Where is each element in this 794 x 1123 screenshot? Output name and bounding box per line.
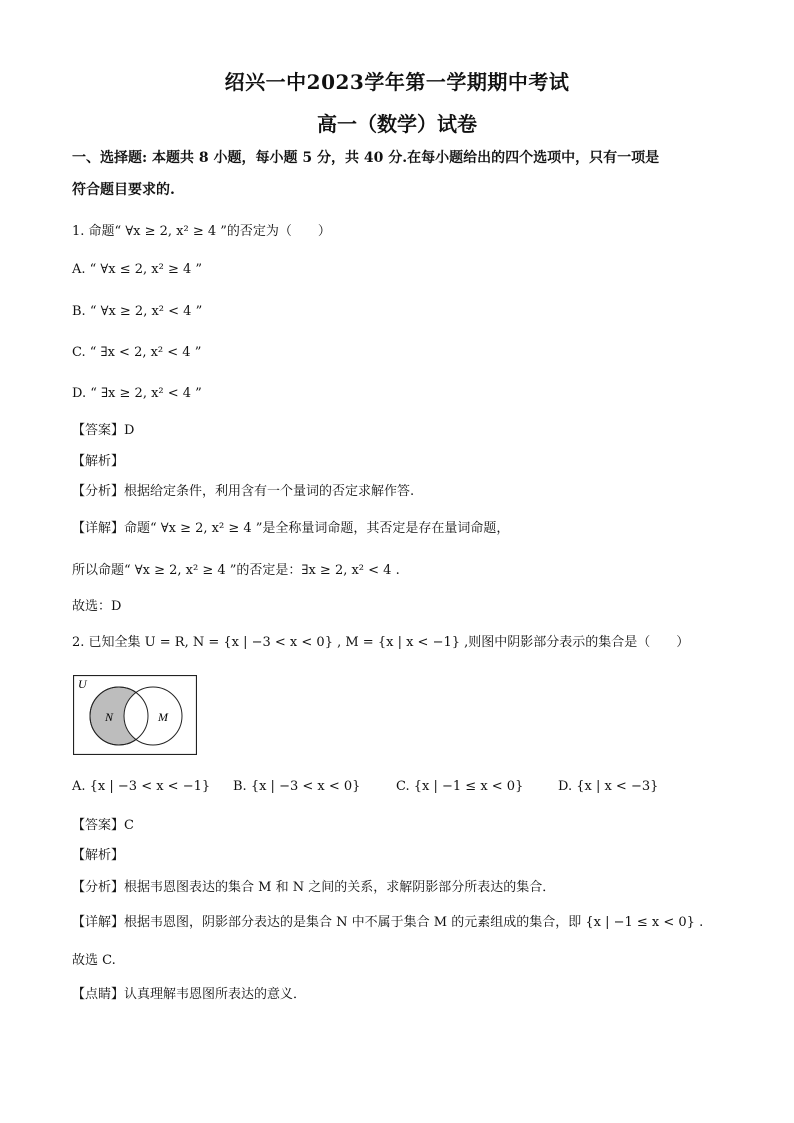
q2-note: 【点睛】认真理解韦恩图所表达的意义． (72, 987, 307, 1002)
q1-answer: 【答案】D (72, 423, 135, 438)
q1-option-c: C. “ ∃x < 2, x² < 4 ” (72, 345, 202, 360)
q2-stem: 2. 已知全集 U = R, N = {x | −3 < x < 0} , M = {x | x < −1} ,则图中阴影部分表示的集合是（ ） (72, 635, 690, 650)
q1-stem: 1. 命题“ ∀x ≥ 2, x² ≥ 4 ”的否定为（ ） (72, 224, 331, 239)
q2-option-d: D. {x | x < −3} (558, 779, 659, 794)
venn-diagram (73, 675, 197, 755)
q1-option-a: A. “ ∀x ≤ 2, x² ≥ 4 ” (72, 262, 203, 277)
q1-choice: 故选：D (72, 599, 122, 614)
q1-option-b: B. “ ∀x ≥ 2, x² < 4 ” (72, 304, 203, 319)
q1-analysis: 【分析】根据给定条件，利用含有一个量词的否定求解作答. (72, 484, 415, 499)
section-heading-line1: 一、选择题: 本题共 8 小题，每小题 5 分，共 40 分.在每小题给出的四个选项中，只有一项是 (72, 150, 660, 166)
exam-subtitle: 高一（数学）试卷 (317, 112, 477, 136)
q2-option-b: B. {x | −3 < x < 0} (233, 779, 361, 794)
q2-answer: 【答案】C (72, 818, 134, 833)
set-m-circle (124, 687, 182, 745)
exam-title: 绍兴一中2023学年第一学期期中考试 (224, 70, 570, 94)
universe-label: U (78, 677, 87, 691)
q1-option-d: D. “ ∃x ≥ 2, x² < 4 ” (72, 386, 202, 401)
q2-detail: 【详解】根据韦恩图，阴影部分表达的是集合 N 中不属于集合 M 的元素组成的集合，即 {x | −1 ≤ x < 0} . (72, 915, 704, 930)
q2-option-a: A. {x | −3 < x < −1} (72, 779, 211, 794)
section-heading-line2: 符合题目要求的. (72, 182, 175, 198)
q2-jiexi-label: 【解析】 (72, 848, 125, 863)
set-m-label: M (158, 710, 168, 724)
q1-detail-2: 所以命题“ ∀x ≥ 2, x² ≥ 4 ”的否定是：∃x ≥ 2, x² < 4 . (72, 563, 400, 578)
q2-option-c: C. {x | −1 ≤ x < 0} (396, 779, 524, 794)
q1-jiexi-label: 【解析】 (72, 454, 125, 469)
q1-detail: 【详解】命题“ ∀x ≥ 2, x² ≥ 4 ”是全称量词命题，其否定是存在量词命题， (72, 521, 510, 536)
q2-choice: 故选 C. (72, 953, 116, 968)
q2-analysis: 【分析】根据韦恩图表达的集合 M 和 N 之间的关系，求解阴影部分所表达的集合． (72, 880, 556, 895)
set-n-label: N (105, 710, 114, 724)
